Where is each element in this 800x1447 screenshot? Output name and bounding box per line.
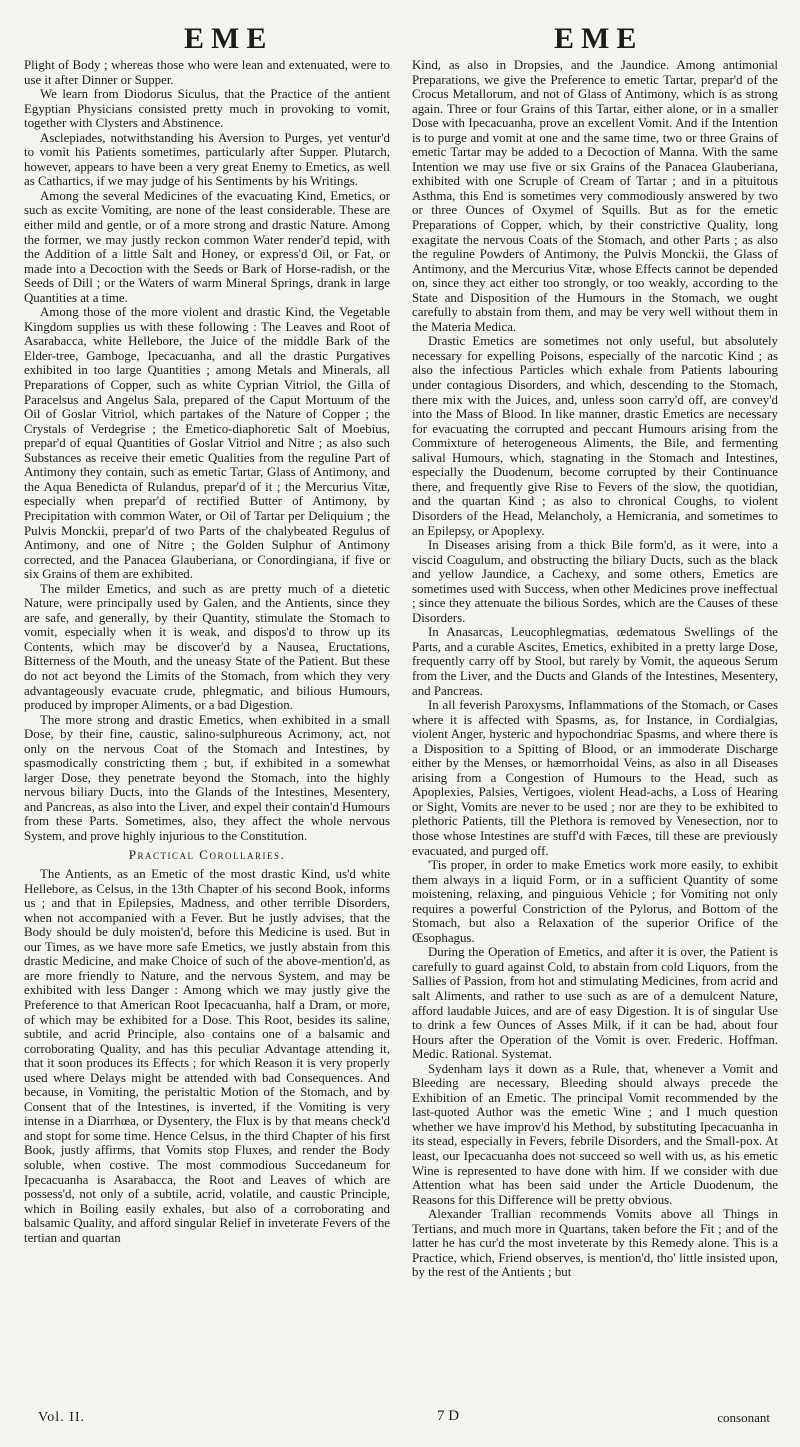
paragraph: Plight of Body ; whereas those who were lean and extenuated, were to use it after Dinner or Supper. bbox=[24, 58, 390, 87]
page-footer bbox=[0, 1404, 800, 1434]
paragraph: Alexander Trallian recommends Vomits above all Things in Tertians, and much more in Quartans, taken before the Fit ; and of the latter he has cur'd the most inveterate by this Remedy alone. This is a Practice, which, Friend observes, is mention'd, tho' little insisted upon, by the rest of the Antients ; but bbox=[412, 1207, 778, 1280]
paragraph: Drastic Emetics are sometimes not only useful, but absolutely necessary for expelling Poisons, especially of the narcotic Kind ; as also the infectious Particles which exhale from Patients labouring under contagious Disorders, and which, descending to the Stomach, there mix with the Juices, and, unless soon carry'd off, are convey'd into the Mass of Blood. In like manner, drastic Emetics are necessary for evacuating the corrupted and peccant Humours arising from the Commixture of heterogeneous Aliments, the Bile, and fermenting salival Humours, which, stagnating in the Stomach and Intestines, especially the Duodenum, become corrupted by their Continuance there, and frequently give Rise to Fevers of the slow, the quotidian, and the quartan Kind ; as also to chronical Coughs, to violent Disorders of the Head, Melancholy, a Hemicrania, and sometimes to an Epilepsy, or Apoplexy. bbox=[412, 334, 778, 538]
paragraph: 'Tis proper, in order to make Emetics work more easily, to exhibit them always in a liquid Form, or in a sufficient Quantity of some moistening, relaxing, and pinguious Vehicle ; for Vomiting not only requires a powerful Constriction of the Pylorus, and Bottom of the Stomach, but also a Relaxation of the superior Orifice of the Œsophagus. bbox=[412, 858, 778, 945]
left-column bbox=[24, 58, 390, 1403]
paragraph: In Diseases arising from a thick Bile form'd, as it were, into a viscid Coagulum, and obstructing the biliary Ducts, such as the black and yellow Jaundice, a Cachexy, and some others, Emetics are sometimes used with Success, when other Medicines prove ineffectual ; since they attenuate the bilious Sordes, which are the Causes of these Disorders. bbox=[412, 538, 778, 625]
paragraph: The milder Emetics, and such as are pretty much of a dietetic Nature, were principally used by Galen, and the Antients, since they are safe, and generally, by their Quantity, stimulate the Stomach to vomit, especially when it is weak, and dispos'd to throw up its Contents, which may be discover'd by a Nausea, Eructations, Bitterness of the Mouth, and the uneasy State of the Patient. But these do not act beyond the Limits of the Stomach, from which they very advantageously evacuate crude, phlegmatic, and bilious Humours, produced by improper Aliments, or a bad Digestion. bbox=[24, 581, 390, 713]
paragraph: Kind, as also in Dropsies, and the Jaundice. Among antimonial Preparations, we give the Preference to emetic Tartar, prepar'd of the Crocus Metallorum, and not of Glass of Antimony, which is as strong again. Three or four Grains of this Tartar, either alone, or in a smaller Dose with Ipecacuanha, prove an excellent Vomit. And if the Intention is to purge and vomit at one and the same time, two or three Grains of emetic Tartar may be added to a Decoction of Manna. With the same Intention we may use five or six Grains of the Panacea Glauberiana, exhibited with one Scruple of Cream of Tartar ; and in a pituitous Asthma, this End is sometimes very commodiously answered by two or three Ounces of Oxymel of Squills. But as for the emetic Preparations of Copper, which, by their constrictive Quality, long exagitate the nervous Coats of the Stomach, and other Parts ; as also the reguline Powders of Antimony, the Pulvis Monckii, the Glass of Antimony, and the Mercurius Vitæ, whose Effects cannot be depended on, since they act either too strongly, or too weakly, according to the State and Disposition of the Humours in the Stomach, we ought carefully to abstain from them, and may be very well without them in the Materia Medica. bbox=[412, 58, 778, 334]
volume-label: Vol. II. bbox=[38, 1410, 86, 1425]
paragraph: During the Operation of Emetics, and after it is over, the Patient is carefully to guard against Cold, to abstain from cold Liquors, from the Sallies of Passion, from hot and stimulating Medicines, from acrid and salt Aliments, and rather to use such as are of a demulcent Nature, afford laudable Juices, and are of easy Digestion. It is of singular Use to drink a few Ounces of Asses Milk, if it can be had, about four Hours after the Operation of the Vomit is over. Frederic. Hoffman. Medic. Rational. Systemat. bbox=[412, 945, 778, 1062]
text-columns bbox=[24, 58, 778, 1403]
header-right: EME bbox=[554, 22, 644, 55]
running-header bbox=[24, 14, 778, 60]
paragraph: The Antients, as an Emetic of the most drastic Kind, us'd white Hellebore, as Celsus, in the 13th Chapter of his second Book, informs us ; and that in Epilepsies, Madness, and other terrible Disorders, when not accompanied with a Fever. But he justly advises, that the Body should be duly moisten'd, before this Medicine is used. But in our Times, as we have more safe Emetics, we justly abstain from this drastic Medicine, and make Choice of such of the above-mention'd, as are more friendly to Nature, and the nervous System, and may be exhibited with less Danger : Among which we may justly give the Preference to that American Root Ipecacuanha, half a Dram, or more, of which may be exhibited for a Dose. This Root, besides its saline, subtile, and acrid Principle, also contains one of a balsamic and corroborating Quality, and has this peculiar Advantage attending it, that it soon produces its Effects ; for which Reason it is very properly used where Delays might be attended with bad Consequences. And because, in Vomiting, the peristaltic Motion of the Stomach, and by Consent that of the Intestines, is inverted, if the Vomiting is very intense in a Diarrhœa, or Dysentery, the Flux is by that means check'd and stopt for some time. Hence Celsus, in the third Chapter of his first Book, justly affirms, that Vomits stop Fluxes, and render the Body soluble, when costive. The most commodious Succedaneum for Ipecacuanha is Asarabacca, the Root and Leaves of which are possess'd, not only of a subtile, acrid, volatile, and caustic Principle, which in Boiling easily exhales, but also of a corroborating and balsamic Quality, and afford singular Relief in inveterate Fevers of the tertian and quartan bbox=[24, 867, 390, 1245]
paragraph: Asclepiades, notwithstanding his Aversion to Purges, yet ventur'd to vomit his Patients sometimes, particularly after Supper. Plutarch, however, appears to have been a very great Enemy to Emetics, as well as Cathartics, if we may judge of his Sentiments by his Writings. bbox=[24, 130, 390, 189]
paragraph: In all feverish Paroxysms, Inflammations of the Stomach, or Cases where it is affected with Spasms, as, for Instance, in Cordialgias, violent Anger, hysteric and hypochondriac Spasms, and where there is a Disposition to a Spitting of Blood, or an immoderate Discharge either by the Menses, or hæmorrhoidal Veins, as also in all Diseases arising from a Congestion of Humours to the Head, such as Apoplexies, Palsies, Vertigoes, violent Head-achs, a Loss of Hearing or Sight, Vomits are never to be used ; nor are they to be exhibited to plethoric Patients, till the Plethora is removed by Venesection, nor to those whose Intestines are stuff'd with Fæces, till these are previously evacuated, and purged off. bbox=[412, 698, 778, 858]
paragraph: Among those of the more violent and drastic Kind, the Vegetable Kingdom supplies us with these following : The Leaves and Root of Asarabacca, white Hellebore, the Juice of the middle Bark of the Elder-tree, Gamboge, Ipecacuanha, and all the drastic Purgatives exhibited in too large Quantities ; among Metals and Minerals, all Preparations of Copper, such as white Cyprian Vitriol, the Gilla of Paracelsus and Angelus Sala, prepared of the Caput Mortuum of the Oil of Goslar Vitriol, which partakes of the Nature of Copper ; the Crystals of Verdegrise ; the Emetico-diaphoretic Salt of Moebius, prepar'd of equal Quantities of Goslar Vitriol and Nitre ; as also such Substances as receive their emetic Qualities from the reguline Part of Antimony they contain, such as emetic Tartar, Glass of Antimony, and the Aqua Benedicta of Rulandus, prepar'd of it ; the Mercurius Vitæ, especially when prepar'd of rectified Butter of Antimony, by Precipitation with common Water, or Oil of Tartar per Deliquium ; the Pulvis Monckii, prepar'd of two Parts of the chalybeated Regulus of Antimony, and one of Nitre ; the Golden Sulphur of Antimony corrected, and the Panacea Glauberiana, or Conordingiana, if five or six Grains of them are exhibited. bbox=[24, 305, 390, 582]
signature-mark: 7 D bbox=[437, 1408, 460, 1424]
paragraph: In Anasarcas, Leucophlegmatias, œdematous Swellings of the Parts, and a curable Ascites, Emetics, exhibited in a pretty large Dose, frequently carry off by Stool, but rarely by Vomit, the aqueous Serum from the Liver, and the Ducts and Glands of the Intestines, Mesentery, and Pancreas. bbox=[412, 625, 778, 698]
paragraph: Sydenham lays it down as a Rule, that, whenever a Vomit and Bleeding are necessary, Bleeding should always precede the Exhibition of an Emetic. The principal Vomit recommended by the last-quoted Author was the emetic Wine ; and I much question whether we have improv'd his Method, by substituting Ipecacuanha in its stead, especially in Fevers, febrile Disorders, and the Small-pox. At least, our Ipecacuanha does not succeed so well with us, as his emetic Wine is represented to have done with him. If we consider with due Attention what has been said under the Article Duodenum, the Reasons for this Difference will be pretty obvious. bbox=[412, 1061, 778, 1207]
paragraph: Among the several Medicines of the evacuating Kind, Emetics, or such as excite Vomiting, are none of the least considerable. These are either mild and gentle, or of a more strong and drastic Nature. Among the former, we may justly reckon common Water render'd tepid, with the Addition of a little Salt and Honey, or express'd Oil, or Fat, or made into a Decoction with the Seeds or Bark of Horse-radish, or the Seeds of Dill ; or the Waters of warm Mineral Springs, drank in large Quantities at a time. bbox=[24, 188, 390, 305]
right-column bbox=[412, 58, 778, 1403]
catchword: consonant bbox=[717, 1410, 770, 1425]
paragraph: The more strong and drastic Emetics, when exhibited in a small Dose, by their fine, caustic, salino-sulphureous Acrimony, act, not only on the nervous Coat of the Stomach and Intestines, by spasmodically constricting them ; but, if exhibited in a somewhat larger Dose, they penetrate beyond the Stomach, into the highly nervous biliary Ducts, into the Glands of the Intestines, Mesentery, and Pancreas, as also into the Liver, and expel their contain'd Humours from these Parts. Sometimes, also, they affect the whole nervous System, and prove highly injurious to the Constitution. bbox=[24, 712, 390, 843]
section-heading: Practical Corollaries. bbox=[128, 846, 286, 862]
header-left: EME bbox=[184, 22, 274, 55]
paragraph: We learn from Diodorus Siculus, that the Practice of the antient Egyptian Physicians consisted pretty much in provoking to vomit, together with Clysters and Abstinence. bbox=[24, 87, 390, 131]
